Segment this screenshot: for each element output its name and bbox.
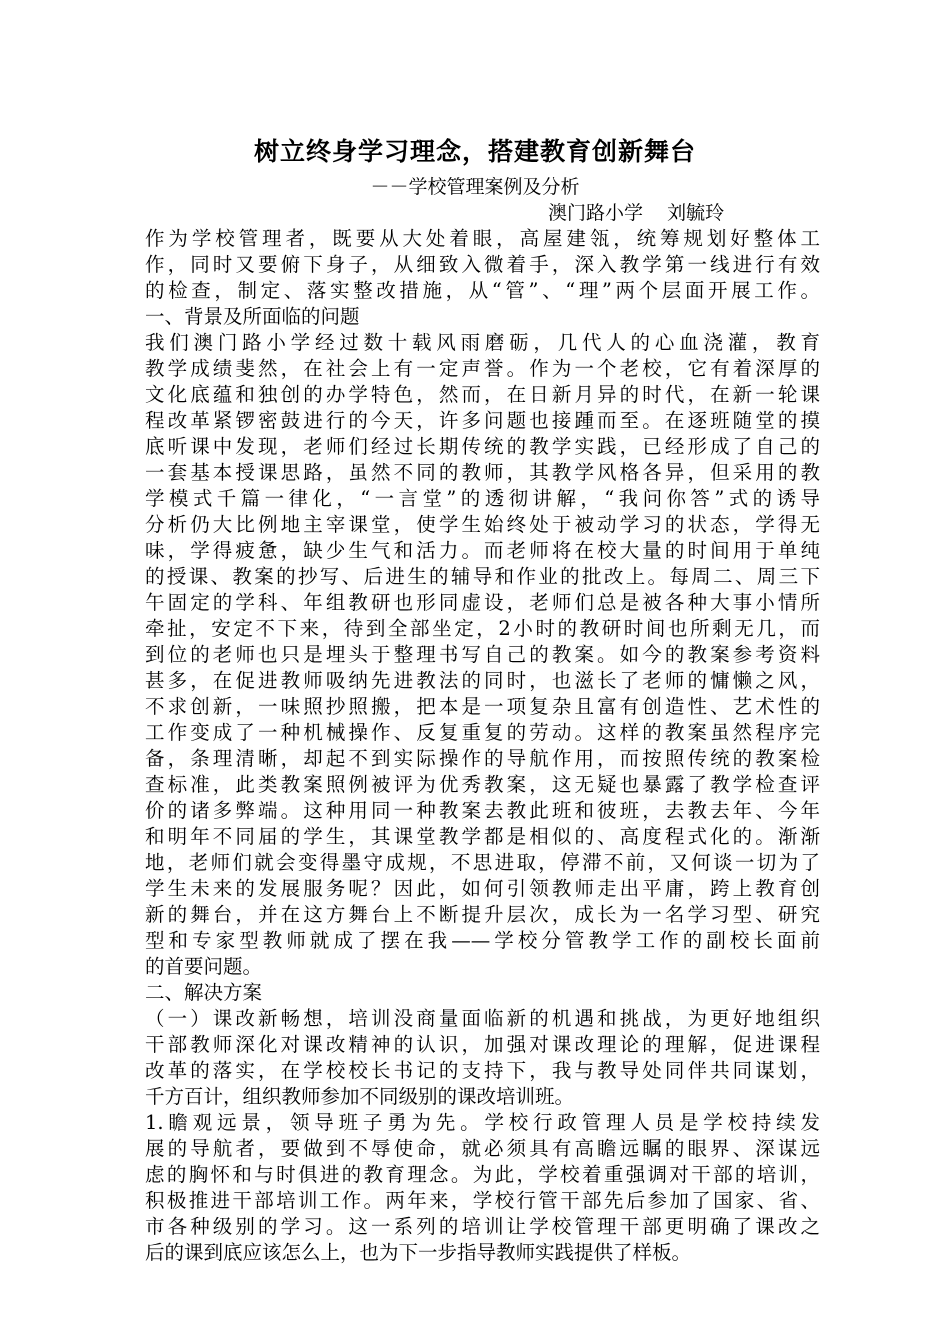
body-line: 的授课、教案的抄写、后进生的辅导和作业的批改上。每周二、周三下 bbox=[145, 565, 820, 588]
body-line: 一套基本授课思路，虽然不同的教师，其教学风格各异，但采用的教 bbox=[145, 461, 820, 484]
body-line: 午固定的学科、年组教研也形同虚设，老师们总是被各种大事小情所 bbox=[145, 591, 820, 614]
body-line: 1.瞻观远景，领导班子勇为先。学校行政管理人员是学校持续发 bbox=[145, 1111, 820, 1134]
body-line: （一）课改新畅想，培训没商量面临新的机遇和挑战，为更好地组织 bbox=[145, 1007, 820, 1030]
section-heading: 一、背景及所面临的问题 bbox=[145, 305, 360, 328]
body-line: 的首要问题。 bbox=[145, 955, 263, 978]
body-line: 展的导航者，要做到不辱使命，就必须具有高瞻远瞩的眼界、深谋远 bbox=[145, 1137, 820, 1160]
body-line: 和明年不同届的学生，其课堂教学都是相似的、高度程式化的。渐渐 bbox=[145, 825, 820, 848]
body-line: 程改革紧锣密鼓进行的今天，许多问题也接踵而至。在逐班随堂的摸 bbox=[145, 409, 820, 432]
body-line: 学生未来的发展服务呢？因此，如何引领教师走出平庸，跨上教育创 bbox=[145, 877, 820, 900]
body-line: 的检查，制定、落实整改措施，从“管”、“理”两个层面开展工作。 bbox=[145, 279, 820, 302]
body-line: 干部教师深化对课改精神的认识，加强对课改理论的理解，促进课程 bbox=[145, 1033, 820, 1056]
body-line: 分析仍大比例地主宰课堂，使学生始终处于被动学习的状态，学得无 bbox=[145, 513, 820, 536]
body-line: 牵扯，安定不下来，待到全部坐定，2小时的教研时间也所剩无几，而 bbox=[145, 617, 820, 640]
body-line: 新的舞台，并在这方舞台上不断提升层次，成长为一名学习型、研究 bbox=[145, 903, 820, 926]
body-line: 查标准，此类教案照例被评为优秀教案，这无疑也暴露了教学检查评 bbox=[145, 773, 820, 796]
body-line: 不求创新，一味照抄照搬，把本是一项复杂且富有创造性、艺术性的 bbox=[145, 695, 820, 718]
body-line: 教学成绩斐然，在社会上有一定声誉。作为一个老校，它有着深厚的 bbox=[145, 357, 820, 380]
body-line: 作为学校管理者，既要从大处着眼，高屋建瓴，统筹规划好整体工 bbox=[145, 227, 820, 250]
body-line: 改革的落实，在学校校长书记的支持下，我与教导处同伴共同谋划， bbox=[145, 1059, 820, 1082]
body-line: 价的诸多弊端。这种用同一种教案去教此班和彼班，去教去年、今年 bbox=[145, 799, 820, 822]
document-subtitle: －－学校管理案例及分析 bbox=[370, 176, 580, 198]
author-line: 澳门路小学 刘毓玲 bbox=[548, 202, 725, 224]
body-line: 市各种级别的学习。这一系列的培训让学校管理干部更明确了课改之 bbox=[145, 1215, 820, 1238]
body-line: 甚多，在促进教师吸纳先进教法的同时，也滋长了老师的慵懒之风， bbox=[145, 669, 820, 692]
body-line: 型和专家型教师就成了摆在我——学校分管教学工作的副校长面前 bbox=[145, 929, 820, 952]
body-line: 文化底蕴和独创的办学特色，然而，在日新月异的时代，在新一轮课 bbox=[145, 383, 820, 406]
body-line: 我们澳门路小学经过数十载风雨磨砺，几代人的心血浇灌，教育 bbox=[145, 331, 820, 354]
body-line: 作，同时又要俯下身子，从细致入微着手，深入教学第一线进行有效 bbox=[145, 253, 820, 276]
body-line: 到位的老师也只是埋头于整理书写自己的教案。如今的教案参考资料 bbox=[145, 643, 820, 666]
body-line: 工作变成了一种机械操作、反复重复的劳动。这样的教案虽然程序完 bbox=[145, 721, 820, 744]
body-line: 地，老师们就会变得墨守成规，不思进取，停滞不前，又何谈一切为了 bbox=[145, 851, 820, 874]
body-line: 积极推进干部培训工作。两年来，学校行管干部先后参加了国家、省、 bbox=[145, 1189, 820, 1212]
body-line: 学模式千篇一律化，“一言堂”的透彻讲解，“我问你答”式的诱导 bbox=[145, 487, 820, 510]
body-line: 虑的胸怀和与时俱进的教育理念。为此，学校着重强调对干部的培训， bbox=[145, 1163, 820, 1186]
body-line: 底听课中发现，老师们经过长期传统的教学实践，已经形成了自己的 bbox=[145, 435, 820, 458]
document-title: 树立终身学习理念，搭建教育创新舞台 bbox=[253, 137, 696, 166]
body-line: 味，学得疲惫，缺少生气和活力。而老师将在校大量的时间用于单纯 bbox=[145, 539, 820, 562]
body-line: 后的课到底应该怎么上，也为下一步指导教师实践提供了样板。 bbox=[145, 1241, 692, 1264]
body-line: 备，条理清晰，却起不到实际操作的导航作用，而按照传统的教案检 bbox=[145, 747, 820, 770]
section-heading: 二、解决方案 bbox=[145, 981, 263, 1004]
body-line: 千方百计，组织教师参加不同级别的课改培训班。 bbox=[145, 1085, 575, 1108]
